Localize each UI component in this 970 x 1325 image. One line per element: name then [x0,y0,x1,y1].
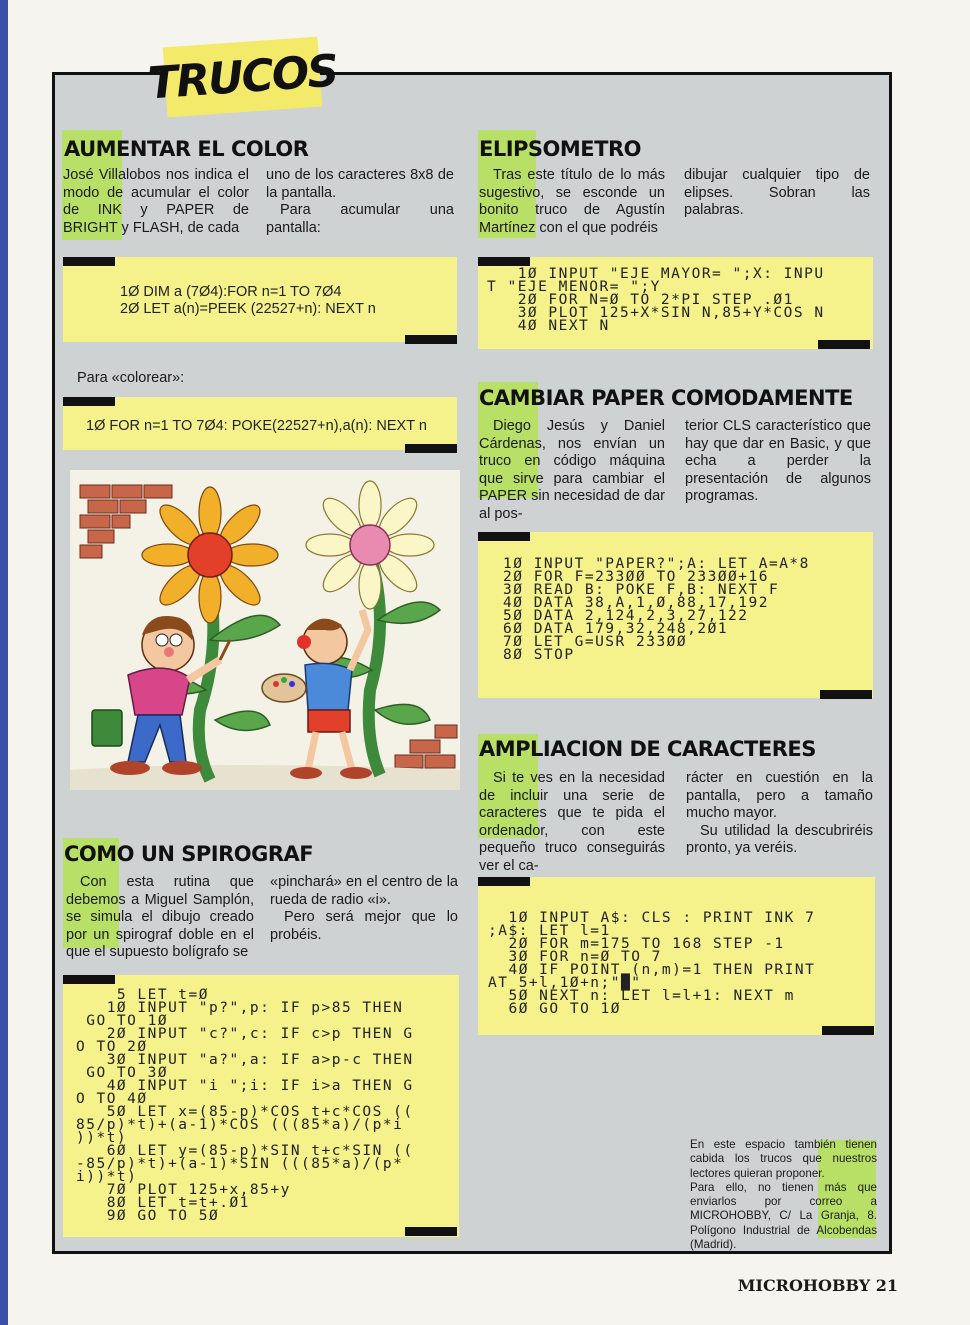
code-line: 1Ø DIM a (7Ø4):FOR n=1 TO 7Ø4 [120,284,342,300]
box-corner-bar [405,444,457,453]
ampliacion-text-col2 [686,770,873,858]
box-corner-bar [405,1227,457,1236]
ampliacion-paragraph: Su utilidad la descubriréis pronto, ya veréis. [686,822,873,857]
paper-text-col1 [479,418,665,524]
color-paragraph: José Villalobos nos indica el modo de acumular el color de INK y PAPER de BRIGHT y FLASH, de cada [63,167,249,236]
box-corner-bar [820,690,872,699]
box-corner-bar [478,877,530,886]
color-text-col1 [63,167,249,237]
ampliacion-text-col1 [479,770,665,876]
note-paragraph: Para ello, no tienen más que enviarlos por correo a MICROHOBBY, C/ La Granja, 8. Polígono Industrial de Alcobendas (Madrid). [690,1180,877,1252]
section-title-elipsometro: ELIPSOMETRO [479,137,641,161]
color-text-col2 [266,167,454,237]
paper-text-col2 [685,418,871,506]
box-corner-bar [405,335,457,344]
ampliacion-paragraph: Si te ves en la necesidad de incluir una serie de caracteres que te pida el ordenador, con este pequeño truco conseguirás ver el ca- [479,770,665,874]
box-corner-bar [478,257,530,266]
code-listing-spirograf: 5 LET t=Ø 1Ø INPUT "p?",p: IF p>85 THEN GO TO 1Ø 2Ø INPUT "c?",c: IF c>p THEN G O TO 2Ø 3Ø INPUT "a?",a: IF a>p-c THEN GO TO 3Ø 4Ø INPUT "i ";i: IF i>a THEN G O TO 4Ø 5Ø LET x=(85-p)*COS t+c*COS (( 85/p)*t)+(a-1)*COS (((85*a)/(p*i ))*t) 6Ø LET y=(85-p)*SIN t+c*SIN (( -85/p)*t)+(a-1)*SIN (((85*a)/(p* i))*t) 7Ø PLOT 125+x,85+y 8Ø LET t=t+.Ø1 9Ø GO TO 5Ø [76,987,414,1224]
code-listing-elipsometro: 1Ø INPUT "EJE MAYOR= ";X: INPU T "EJE MENOR= ";Y 2Ø FOR N=Ø TO 2*PI STEP .Ø1 3Ø PLOT 125+X*SIN N,85+Y*COS N 4Ø NEXT N [487,266,825,334]
trucos-logo: TRUCOS [163,37,323,118]
spirograf-paragraph: Con esta rutina que debemos a Miguel Samplón, se simula el dibujo creado por un spirograf doble en el que el supuesto bolígrafo se [66,874,254,961]
spirograf-text-col1 [66,874,254,962]
elipsometro-text-col1 [479,167,665,237]
elipsometro-paragraph: Tras este título de lo más sugestivo, se esconde un bonito truco de Agustín Martínez con el que podréis [479,167,665,236]
ampliacion-paragraph: rácter en cuestión en la pantalla, pero a tamaño mucho mayor. [686,770,873,822]
color-paragraph: uno de los caracteres 8x8 de la pantalla. [266,167,454,201]
spirograf-text-col2 [270,874,458,944]
elipsometro-paragraph: dibujar cualquier tipo de elipses. Sobran las palabras. [684,167,870,219]
elipsometro-text-col2 [684,167,870,220]
reader-note [690,1138,877,1252]
page-edge-blue [0,0,8,1325]
section-title-paper: CAMBIAR PAPER COMODAMENTE [479,386,853,410]
code-listing-paper: 1Ø INPUT "PAPER?";A: LET A=A*8 2Ø FOR F=233ØØ TO 233ØØ+16 3Ø READ B: POKE F,B: NEXT F 4Ø DATA 38,A,1,Ø,88,17,192 5Ø DATA 2,124,2,3,27,122 6Ø DATA 179,32,248,2Ø1 7Ø LET G=USR 233ØØ 8Ø STOP [503,556,810,663]
page-footer: MICROHOBBY 21 [737,1276,898,1295]
paper-paragraph: Diego Jesús y Daniel Cárdenas, nos envían un truco en código máquina que sirve para cambiar el PAPER sin necesidad de dar al pos- [479,418,665,522]
section-title-spirograf: COMO UN SPIROGRAF [64,842,314,866]
section-title-color: AUMENTAR EL COLOR [64,137,309,161]
illustration-painters [70,470,460,790]
box-corner-bar [818,340,870,349]
code-line: 1Ø FOR n=1 TO 7Ø4: POKE(22527+n),a(n): NEXT n [86,418,427,434]
note-paragraph: En este espacio también tienen cabida los trucos que nuestros lectores quieran proponer. [690,1138,877,1180]
code-listing-ampliacion: 1Ø INPUT A$: CLS : PRINT INK 7 ;A$: LET l=1 2Ø FOR m=175 TO 168 STEP -1 3Ø FOR n=Ø TO 7 4Ø IF POINT (n,m)=1 THEN PRINT AT 5+l,1Ø+n;"█" 5Ø NEXT n: LET l=l+1: NEXT m 6Ø GO TO 1Ø [488,910,816,1017]
box-corner-bar [63,257,115,266]
box-corner-bar [63,975,115,984]
section-title-ampliacion: AMPLIACION DE CARACTERES [479,737,816,761]
colorear-label: Para «colorear»: [77,370,185,386]
spirograf-paragraph: «pinchará» en el centro de la rueda de radio «i». [270,874,458,908]
paper-paragraph: terior CLS característico que hay que dar en Basic, y que echa a perder la presentación de algunos programas. [685,418,871,505]
box-corner-bar [478,532,530,541]
spirograf-paragraph: Pero será mejor que lo probéis. [270,909,458,943]
code-line: 2Ø LET a(n)=PEEK (22527+n): NEXT n [120,301,376,317]
box-corner-bar [822,1026,874,1035]
color-paragraph: Para acumular una pantalla: [266,202,454,236]
box-corner-bar [63,397,115,406]
